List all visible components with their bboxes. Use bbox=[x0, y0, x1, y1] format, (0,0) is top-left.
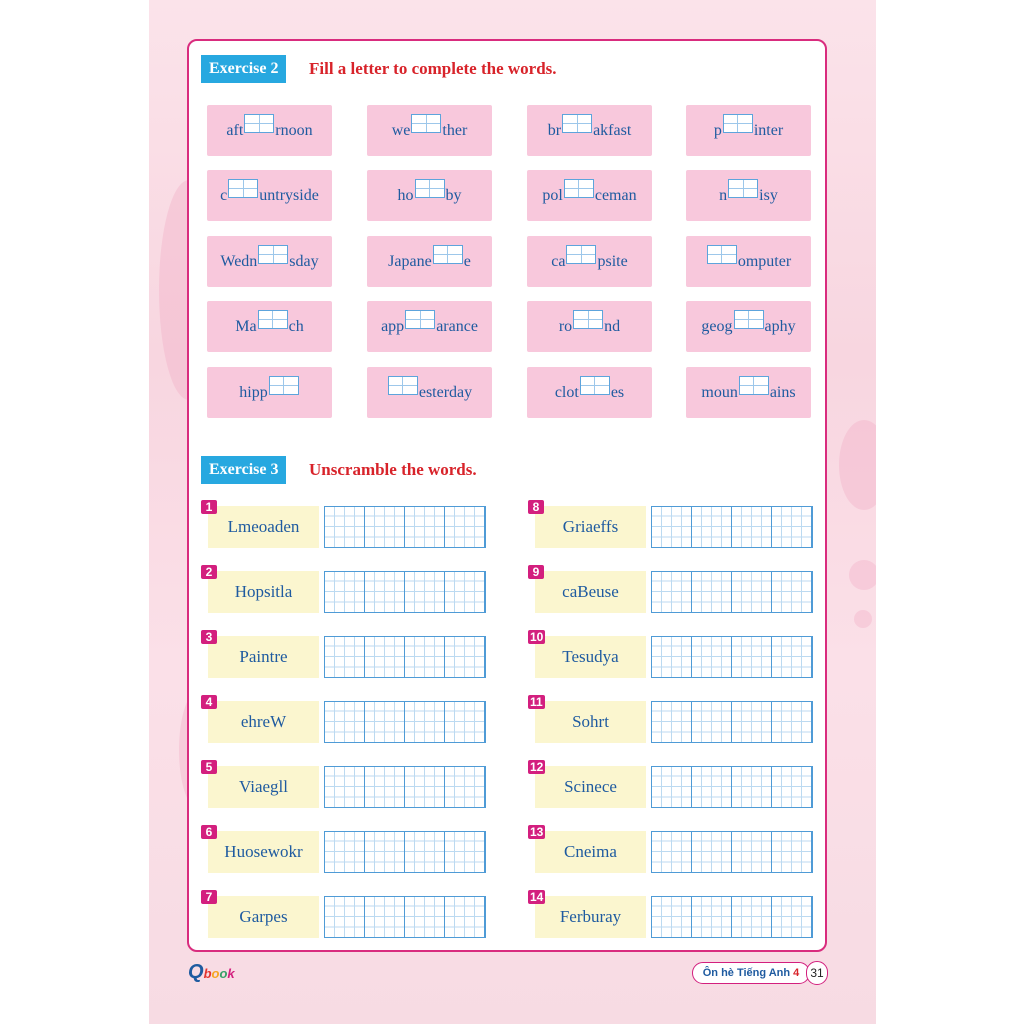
watercolor-blob bbox=[849, 560, 876, 590]
word-card bbox=[207, 170, 332, 221]
letter-blank-input[interactable] bbox=[728, 179, 758, 198]
letter-blank-input[interactable] bbox=[707, 245, 737, 264]
word-prefix: Wedn bbox=[220, 252, 258, 270]
word-prefix: moun bbox=[701, 383, 738, 401]
unscramble-item bbox=[201, 890, 487, 940]
word-card bbox=[686, 367, 811, 418]
word-card bbox=[367, 367, 492, 418]
word-suffix: e bbox=[463, 252, 471, 270]
word-prefix: Japane bbox=[388, 252, 432, 270]
answer-writing-grid[interactable] bbox=[324, 701, 486, 743]
word-suffix: akfast bbox=[593, 121, 632, 139]
publisher-logo bbox=[188, 961, 240, 987]
letter-blank-input[interactable] bbox=[415, 179, 445, 198]
logo-letter: b bbox=[203, 966, 212, 981]
item-number: 8 bbox=[528, 500, 544, 514]
word-suffix: sday bbox=[289, 252, 319, 270]
word-prefix: br bbox=[547, 121, 562, 139]
word-prefix: ro bbox=[558, 317, 573, 335]
word-suffix: psite bbox=[597, 252, 628, 270]
word-prefix: hipp bbox=[239, 383, 268, 401]
word-suffix: rnoon bbox=[275, 121, 313, 139]
item-number: 10 bbox=[530, 630, 544, 644]
answer-writing-grid[interactable] bbox=[651, 636, 813, 678]
word-suffix: nd bbox=[604, 317, 621, 335]
scrambled-word: Tesudya bbox=[535, 636, 646, 678]
unscramble-item bbox=[201, 695, 487, 745]
answer-writing-grid[interactable] bbox=[324, 506, 486, 548]
word-card bbox=[527, 301, 652, 352]
word-card bbox=[527, 170, 652, 221]
word-card bbox=[367, 170, 492, 221]
exercise2-title: Fill a letter to complete the words. bbox=[309, 59, 557, 78]
letter-blank-input[interactable] bbox=[573, 310, 603, 329]
word-suffix: arance bbox=[436, 317, 478, 335]
item-number: 11 bbox=[530, 695, 543, 709]
logo-letter: Q bbox=[188, 961, 204, 983]
unscramble-item bbox=[528, 695, 814, 745]
answer-writing-grid[interactable] bbox=[651, 766, 813, 808]
letter-blank-input[interactable] bbox=[405, 310, 435, 329]
exercise3-badge: Exercise 3 bbox=[201, 456, 286, 484]
word-prefix: ho bbox=[397, 186, 414, 204]
letter-blank-input[interactable] bbox=[258, 245, 288, 264]
scrambled-word: Hopsitla bbox=[208, 571, 319, 613]
unscramble-item bbox=[201, 630, 487, 680]
letter-blank-input[interactable] bbox=[580, 376, 610, 395]
scrambled-word: Sohrt bbox=[535, 701, 646, 743]
answer-writing-grid[interactable] bbox=[651, 896, 813, 938]
logo-letter: o bbox=[219, 966, 228, 981]
letter-blank-input[interactable] bbox=[566, 245, 596, 264]
word-prefix: aft bbox=[226, 121, 244, 139]
letter-blank-input[interactable] bbox=[723, 114, 753, 133]
letter-blank-input[interactable] bbox=[562, 114, 592, 133]
scrambled-word: Scinece bbox=[535, 766, 646, 808]
word-suffix: es bbox=[610, 383, 625, 401]
answer-writing-grid[interactable] bbox=[651, 571, 813, 613]
scrambled-word: Ferburay bbox=[535, 896, 646, 938]
page-number: 31 bbox=[806, 961, 828, 985]
word-card bbox=[207, 236, 332, 287]
word-card bbox=[367, 301, 492, 352]
scrambled-word: caBeuse bbox=[535, 571, 646, 613]
exercise2-badge: Exercise 2 bbox=[201, 55, 286, 83]
word-prefix: ca bbox=[551, 252, 566, 270]
letter-blank-input[interactable] bbox=[564, 179, 594, 198]
word-card bbox=[686, 236, 811, 287]
word-prefix: pol bbox=[542, 186, 563, 204]
word-suffix: isy bbox=[759, 186, 778, 204]
item-number: 14 bbox=[530, 890, 544, 904]
word-suffix: ains bbox=[769, 383, 796, 401]
answer-writing-grid[interactable] bbox=[324, 766, 486, 808]
word-prefix: geog bbox=[701, 317, 733, 335]
word-card bbox=[527, 105, 652, 156]
item-number: 5 bbox=[201, 760, 217, 774]
word-prefix: Ma bbox=[235, 317, 257, 335]
scrambled-word: Garpes bbox=[208, 896, 319, 938]
item-number: 6 bbox=[201, 825, 217, 839]
word-suffix: esterday bbox=[418, 383, 473, 401]
word-suffix: by bbox=[445, 186, 462, 204]
scrambled-word: Griaeffs bbox=[535, 506, 646, 548]
answer-writing-grid[interactable] bbox=[651, 506, 813, 548]
word-card bbox=[686, 105, 811, 156]
letter-blank-input[interactable] bbox=[388, 376, 418, 395]
word-card bbox=[686, 170, 811, 221]
exercise3-title: Unscramble the words. bbox=[309, 460, 477, 479]
logo-letter: o bbox=[211, 966, 220, 981]
unscramble-item bbox=[201, 760, 487, 810]
word-prefix: we bbox=[391, 121, 411, 139]
letter-blank-input[interactable] bbox=[433, 245, 463, 264]
letter-blank-input[interactable] bbox=[734, 310, 764, 329]
word-suffix: ther bbox=[442, 121, 468, 139]
letter-blank-input[interactable] bbox=[228, 179, 258, 198]
scrambled-word: Cneima bbox=[535, 831, 646, 873]
watercolor-blob bbox=[854, 610, 872, 628]
scrambled-word: Paintre bbox=[208, 636, 319, 678]
word-suffix: omputer bbox=[737, 252, 792, 270]
unscramble-item bbox=[201, 500, 487, 550]
scrambled-word: Huosewokr bbox=[208, 831, 319, 873]
word-suffix: aphy bbox=[764, 317, 796, 335]
unscramble-item bbox=[528, 760, 814, 810]
answer-writing-grid[interactable] bbox=[324, 636, 486, 678]
book-title: Ôn hè Tiếng Anh bbox=[702, 967, 791, 979]
word-card bbox=[686, 301, 811, 352]
answer-writing-grid[interactable] bbox=[651, 701, 813, 743]
word-card bbox=[367, 236, 492, 287]
word-card bbox=[527, 236, 652, 287]
word-prefix: c bbox=[220, 186, 228, 204]
item-number: 3 bbox=[201, 630, 217, 644]
word-prefix: n bbox=[719, 186, 728, 204]
word-suffix: inter bbox=[753, 121, 784, 139]
item-number: 2 bbox=[201, 565, 217, 579]
book-title-badge bbox=[692, 962, 810, 984]
word-card bbox=[367, 105, 492, 156]
word-card bbox=[207, 105, 332, 156]
unscramble-item bbox=[528, 825, 814, 875]
unscramble-item bbox=[201, 565, 487, 615]
unscramble-item bbox=[528, 630, 814, 680]
unscramble-item bbox=[528, 500, 814, 550]
word-prefix: app bbox=[381, 317, 405, 335]
scrambled-word: Lmeoaden bbox=[208, 506, 319, 548]
item-number: 12 bbox=[530, 760, 544, 774]
watercolor-blob bbox=[839, 420, 876, 510]
letter-blank-input[interactable] bbox=[258, 310, 288, 329]
answer-writing-grid[interactable] bbox=[324, 896, 486, 938]
letter-blank-input[interactable] bbox=[269, 376, 299, 395]
item-number: 7 bbox=[201, 890, 217, 904]
letter-blank-input[interactable] bbox=[244, 114, 274, 133]
word-prefix: p bbox=[713, 121, 722, 139]
answer-writing-grid[interactable] bbox=[324, 831, 486, 873]
word-card bbox=[207, 367, 332, 418]
logo-letter: k bbox=[227, 966, 235, 981]
letter-blank-input[interactable] bbox=[739, 376, 769, 395]
item-number: 1 bbox=[201, 500, 217, 514]
word-suffix: untryside bbox=[259, 186, 319, 204]
scrambled-word: Viaegll bbox=[208, 766, 319, 808]
unscramble-item bbox=[528, 890, 814, 940]
item-number: 4 bbox=[201, 695, 217, 709]
unscramble-item bbox=[201, 825, 487, 875]
word-card bbox=[527, 367, 652, 418]
letter-blank-input[interactable] bbox=[411, 114, 441, 133]
answer-writing-grid[interactable] bbox=[324, 571, 486, 613]
word-suffix: ch bbox=[288, 317, 304, 335]
unscramble-item bbox=[528, 565, 814, 615]
answer-writing-grid[interactable] bbox=[651, 831, 813, 873]
scrambled-word: ehreW bbox=[208, 701, 319, 743]
item-number: 13 bbox=[530, 825, 544, 839]
word-suffix: ceman bbox=[594, 186, 637, 204]
word-prefix: clot bbox=[554, 383, 579, 401]
book-grade: 4 bbox=[793, 967, 800, 979]
item-number: 9 bbox=[528, 565, 544, 579]
word-card bbox=[207, 301, 332, 352]
